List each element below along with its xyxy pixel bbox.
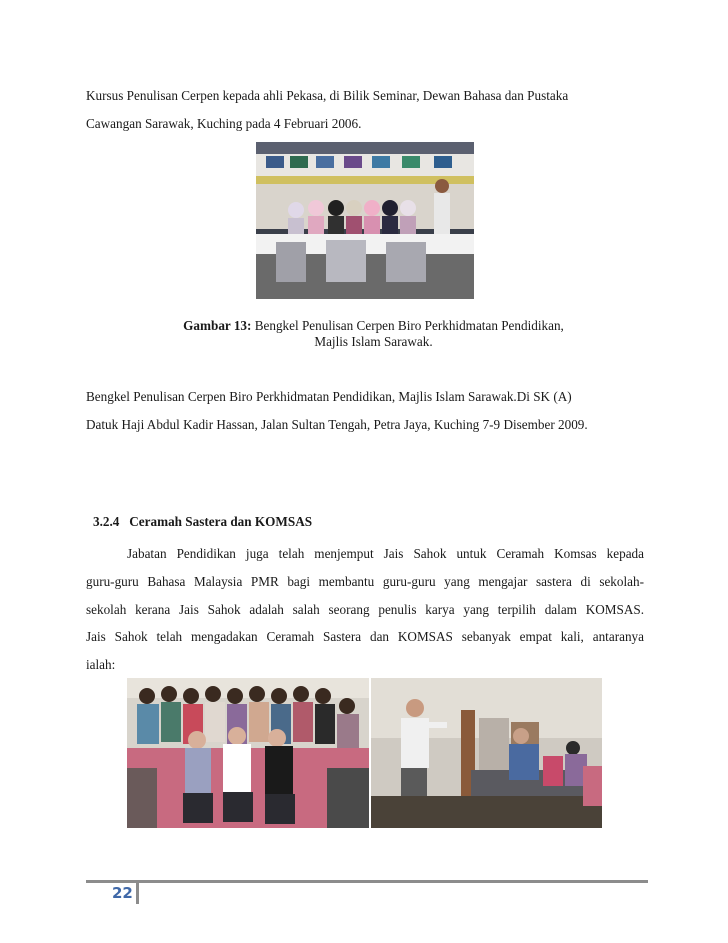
paragraph-3-line-2: guru-guru Bahasa Malaysia PMR bagi membantu guru-guru yang mengajar sastera di sekolah- xyxy=(86,574,644,589)
figure-13-caption-line-1 xyxy=(86,318,661,334)
figure-13-label: Gambar 13: xyxy=(183,318,252,333)
paragraph-3-line-3: sekolah kerana Jais Sahok adalah salah seorang penulis karya yang terpilih dalam KOMSAS. xyxy=(86,602,644,617)
page-number: 22 xyxy=(112,884,133,902)
paragraph-3-line-4: Jais Sahok telah mengadakan Ceramah Sastera dan KOMSAS sebanyak empat kali, antaranya xyxy=(86,629,644,644)
paragraph-3-line-1: Jabatan Pendidikan juga telah menjemput Jais Sahok untuk Ceramah Komsas kepada xyxy=(127,546,644,561)
paragraph-1-line-1: Kursus Penulisan Cerpen kepada ahli Pekasa, di Bilik Seminar, Dewan Bahasa dan Pustaka xyxy=(86,88,569,103)
section-heading xyxy=(93,514,312,530)
paragraph-1-line-2: Cawangan Sarawak, Kuching pada 4 Februari 2006. xyxy=(86,116,362,131)
figure-13-caption-text: Bengkel Penulisan Cerpen Biro Perkhidmatan Pendidikan, xyxy=(251,318,564,333)
paragraph-3-line-5: ialah: xyxy=(86,657,116,672)
section-number: 3.2.4 xyxy=(93,514,120,529)
paragraph-2-line-1: Bengkel Penulisan Cerpen Biro Perkhidmatan Pendidikan, Majlis Islam Sarawak.Di SK (A) xyxy=(86,389,572,404)
group-photo-left xyxy=(127,678,369,828)
figure-13-caption-line-2: Majlis Islam Sarawak. xyxy=(314,334,433,349)
lecture-photo-right xyxy=(371,678,602,828)
section-title: Ceramah Sastera dan KOMSAS xyxy=(129,514,313,529)
page-number-divider xyxy=(136,882,139,904)
figure-13-photo xyxy=(256,142,474,299)
paragraph-2-line-2: Datuk Haji Abdul Kadir Hassan, Jalan Sultan Tengah, Petra Jaya, Kuching 7-9 Disember 2009. xyxy=(86,417,588,432)
footer-rule xyxy=(86,880,648,883)
